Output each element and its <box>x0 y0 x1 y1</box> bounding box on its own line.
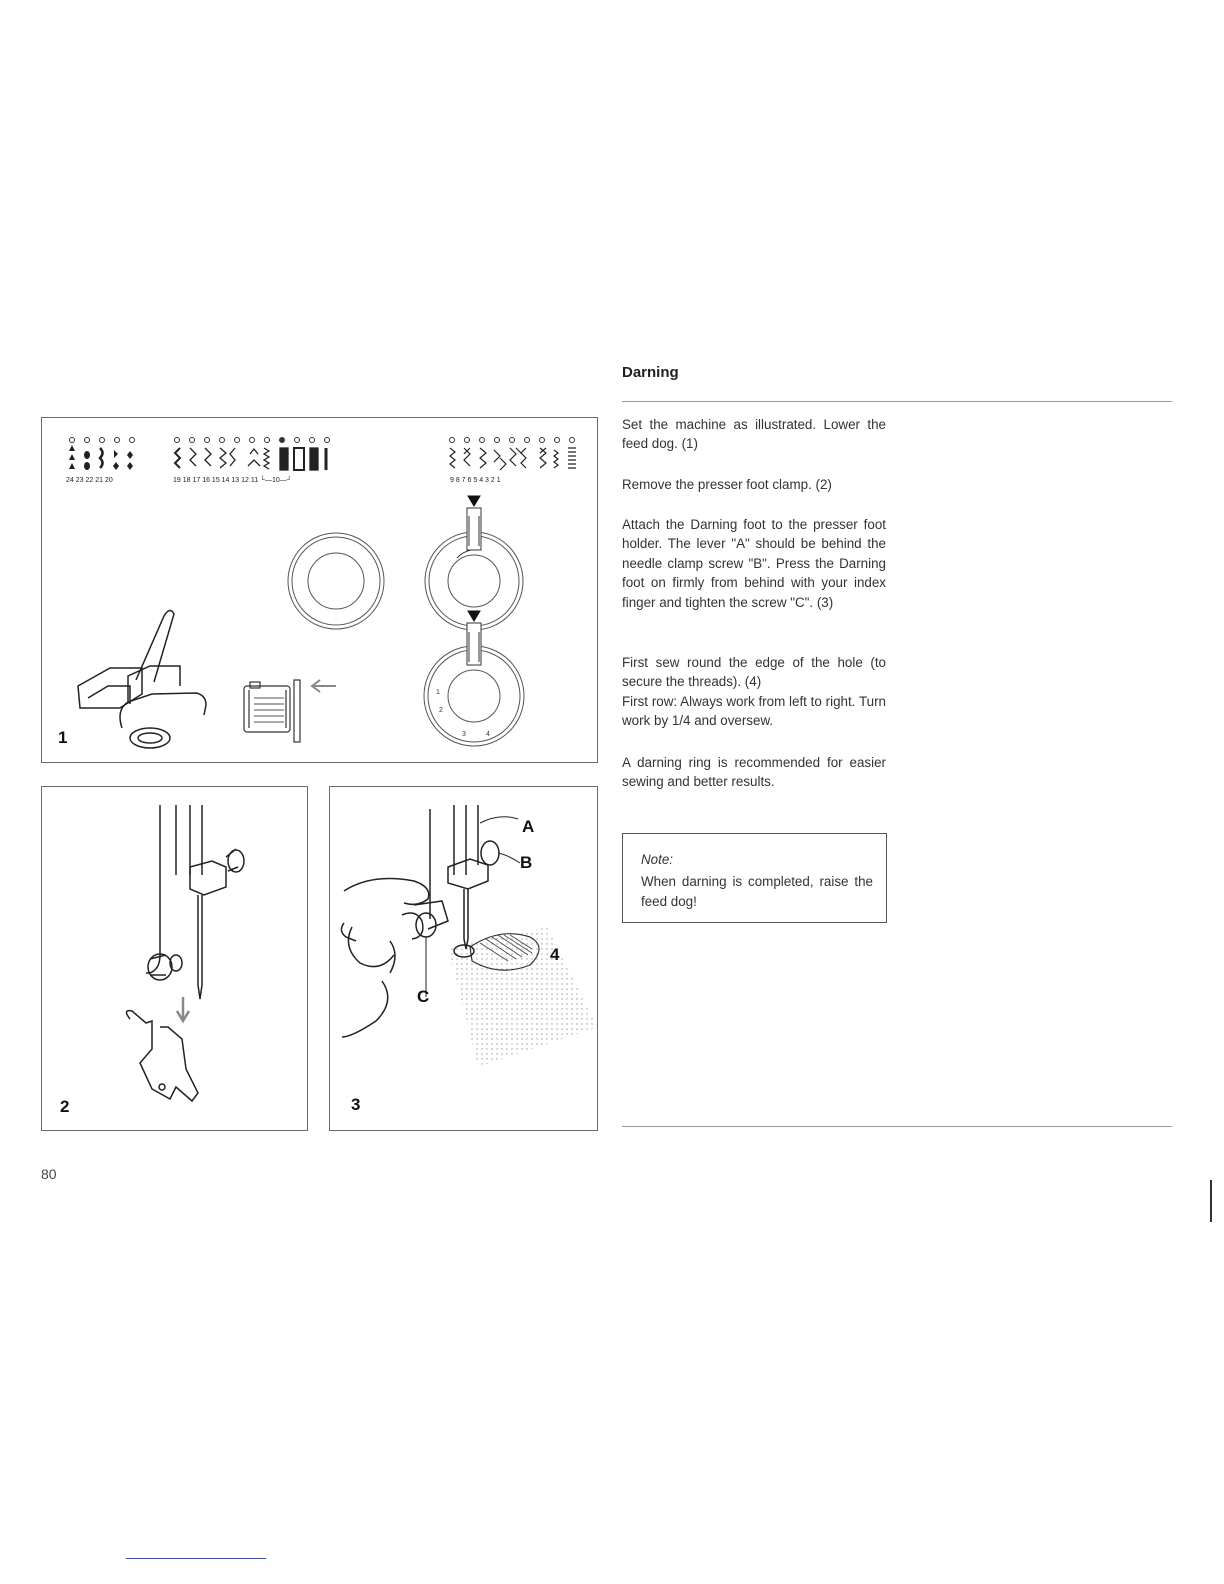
label-c: C <box>417 987 430 1006</box>
stitch-symbols-left <box>69 445 133 470</box>
paragraph-set-machine: Set the machine as illustrated. Lower the feed dog. (1) <box>622 417 886 452</box>
figure-2-illustration <box>42 787 307 1130</box>
figure-2-number: 2 <box>60 1097 70 1116</box>
note-text: When darning is completed, raise the feed dog! <box>641 874 873 909</box>
figure-3-number: 3 <box>351 1095 361 1114</box>
darning-foot-drawing <box>78 610 206 748</box>
section-heading: Darning <box>622 364 679 381</box>
bottom-rule <box>622 1126 1172 1127</box>
paragraph-darning-ring: A darning ring is recommended for easier sewing and better results. <box>622 755 886 790</box>
stitch-numbers-right: 9 8 7 6 5 4 3 2 1 <box>450 477 501 484</box>
note-title: Note: <box>641 852 674 867</box>
note-box <box>622 833 887 923</box>
svg-text:3: 3 <box>462 731 466 738</box>
figure-3-panel <box>329 786 598 1131</box>
label-4: 4 <box>550 945 560 964</box>
paragraph-sew-edge: First sew round the edge of the hole (to secure the threads). (4) <box>622 655 886 690</box>
figure-1-panel <box>41 417 598 763</box>
paragraph-remove-clamp: Remove the presser foot clamp. (2) <box>622 477 832 492</box>
stitch-numbers-left: 24 23 22 21 20 <box>66 477 113 484</box>
svg-text:2: 2 <box>439 707 443 714</box>
indicator-dots-middle <box>175 438 330 443</box>
indicator-dots-left <box>70 438 135 443</box>
stitch-numbers-middle: 19 18 17 16 15 14 13 12 11 └—10—┘ <box>173 477 292 484</box>
label-b: B <box>520 853 533 872</box>
svg-text:1: 1 <box>436 689 440 696</box>
stitch-symbols-middle <box>175 448 326 470</box>
paragraph-attach-foot: Attach the Darning foot to the presser foot holder. The lever "A" should be behind the needle clamp screw "B". Press the Darning foot on firmly from behind with your index finger and tighten the screw "C". (3) <box>622 517 886 610</box>
feed-dog-dial <box>424 611 524 746</box>
stitch-selector-dial <box>288 533 384 629</box>
feed-dog-lever <box>244 680 336 742</box>
figure-1-illustration <box>42 418 597 762</box>
stitch-length-dial <box>425 496 523 630</box>
paragraph-first-row: First row: Always work from left to right. Turn work by 1/4 and oversew. <box>622 694 886 729</box>
indicator-dots-right <box>450 438 575 443</box>
scan-edge-mark <box>1210 1180 1212 1222</box>
heading-rule <box>622 401 1172 402</box>
label-a: A <box>522 817 535 836</box>
page-number: 80 <box>41 1166 57 1182</box>
figure-1-number: 1 <box>58 728 68 747</box>
scan-footer-line <box>126 1558 266 1559</box>
figure-2-panel <box>41 786 308 1131</box>
svg-text:4: 4 <box>486 731 490 738</box>
stitch-symbols-right <box>450 448 576 470</box>
